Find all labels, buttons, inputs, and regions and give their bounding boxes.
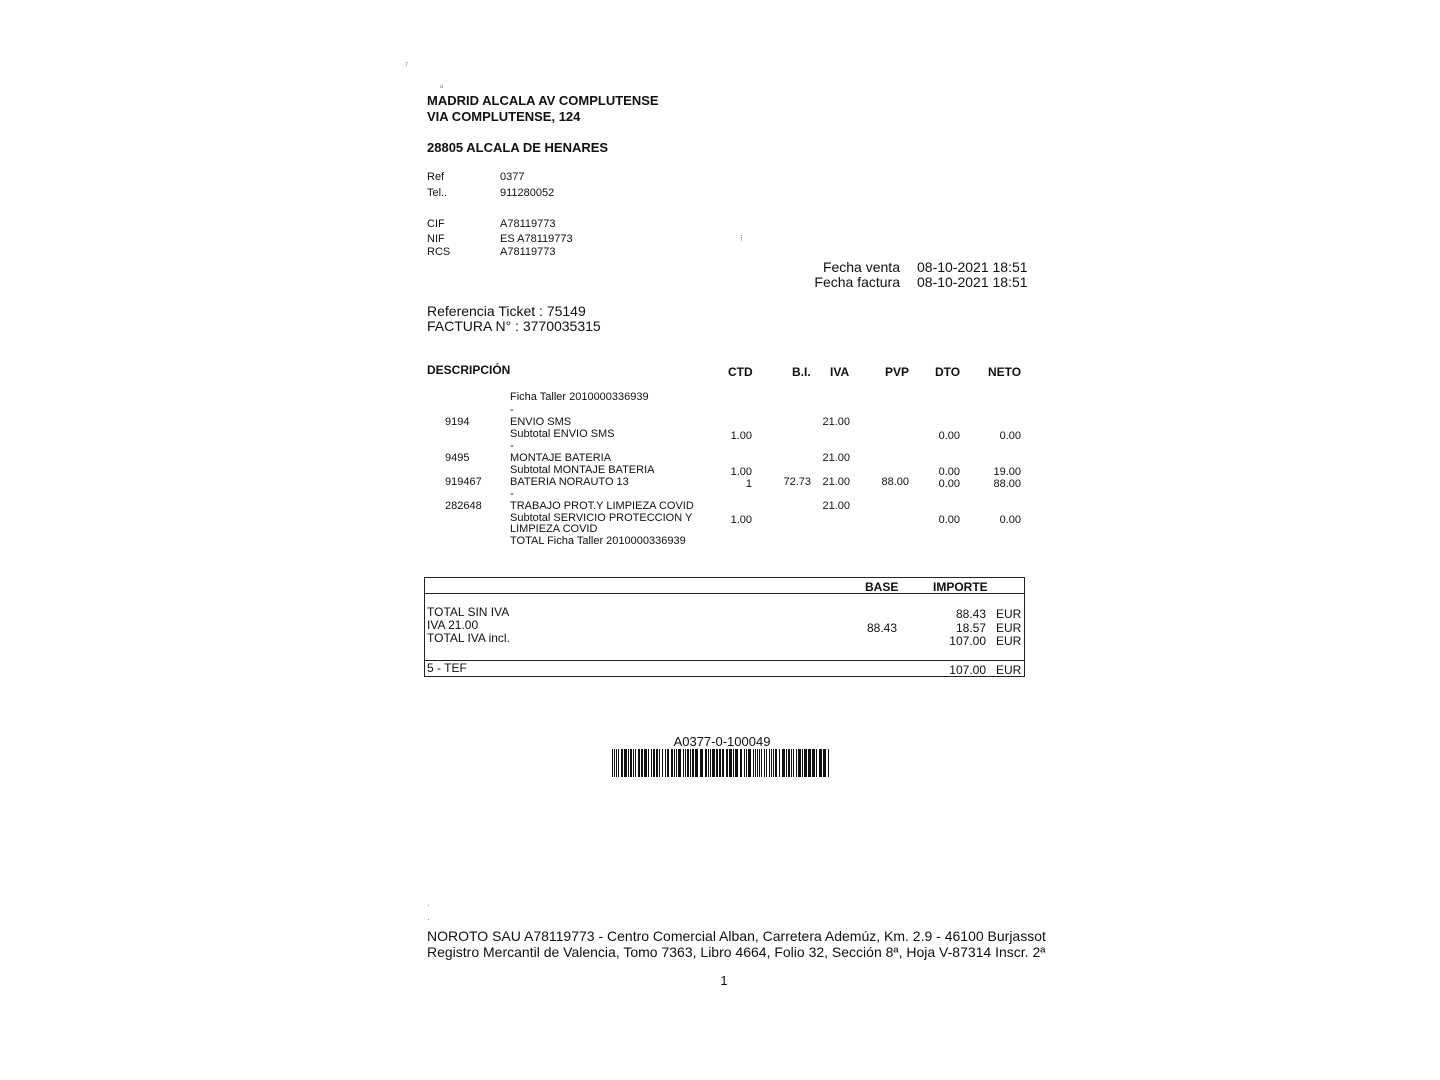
line-desc-cell: TOTAL Ficha Taller 2010000336939: [510, 535, 686, 547]
barcode-bar: [671, 749, 673, 777]
line-vat-cell: 21.00: [822, 476, 850, 488]
barcode-bar: [740, 749, 742, 777]
cif-label: CIF: [427, 218, 445, 230]
total-iva-incl-label: TOTAL IVA incl.: [427, 631, 510, 645]
line-qty-cell: 1: [745, 478, 752, 490]
total-sin-iva-amount: 88.43: [955, 607, 986, 621]
col-header-price: PVP: [885, 365, 910, 379]
line-desc-cell: -: [510, 488, 514, 500]
barcode-bar: [816, 749, 817, 777]
barcode-bar: [786, 749, 787, 777]
barcode-bar: [621, 749, 623, 777]
barcode-bar: [656, 749, 658, 777]
iva-label: IVA 21.00: [427, 618, 479, 632]
col-header-net: NETO: [988, 365, 1022, 379]
barcode-bar: [788, 749, 790, 777]
barcode-bar: [761, 749, 762, 777]
barcode-bar: [628, 749, 629, 777]
line-code-cell: 9194: [445, 416, 470, 428]
totals-box-divider: [424, 660, 1025, 661]
barcode-bar: [819, 749, 822, 777]
scan-mark: ·: [427, 900, 430, 910]
barcode-bar: [712, 749, 715, 777]
scan-mark: ·: [427, 914, 430, 924]
barcode-bar: [733, 749, 734, 777]
barcode-bar: [612, 749, 613, 777]
col-header-base: B.I.: [792, 365, 811, 379]
iva-amount: 18.57: [955, 621, 986, 635]
barcode-bar: [748, 749, 751, 777]
barcode-bar: [828, 749, 829, 777]
barcode-bar: [791, 749, 792, 777]
line-vat-cell: 21.00: [822, 452, 850, 464]
scan-mark: ᵊ: [440, 82, 444, 92]
barcode-bar: [753, 749, 754, 777]
barcode-bar: [708, 749, 709, 777]
line-discount-cell: 0.00: [938, 430, 960, 442]
payment-currency: EUR: [996, 663, 1022, 677]
col-header-qty: CTD: [728, 365, 753, 379]
line-code-cell: 919467: [445, 476, 482, 488]
line-base-cell: 72.73: [783, 476, 811, 488]
sale-date-value: 08-10-2021 18:51: [917, 259, 1028, 275]
barcode-bar: [804, 749, 807, 777]
barcode-bar: [651, 749, 652, 777]
barcode-bar: [695, 749, 698, 777]
line-net-cell: 19.00: [993, 466, 1021, 478]
sale-date-label: Fecha venta: [822, 259, 900, 275]
invoice-date-value: 08-10-2021 18:51: [917, 274, 1028, 290]
barcode-bar: [793, 749, 794, 777]
barcode-bar: [690, 749, 691, 777]
total-sin-iva-currency: EUR: [996, 607, 1022, 621]
barcode-bar: [667, 749, 669, 777]
rcs-value: A78119773: [500, 246, 556, 258]
line-desc-cell: Ficha Taller 2010000336939: [510, 391, 649, 403]
company-name: MADRID ALCALA AV COMPLUTENSE: [427, 93, 659, 108]
barcode-bar: [716, 749, 718, 777]
line-qty-cell: 1.00: [730, 466, 752, 478]
barcode-bar: [744, 749, 745, 777]
line-discount-cell: 0.00: [938, 466, 960, 478]
scan-mark: ⁷: [405, 60, 409, 70]
barcode-bar: [676, 749, 677, 777]
totals-header-base: BASE: [865, 580, 899, 594]
line-price-cell: 88.00: [881, 476, 909, 488]
barcode-bar: [771, 749, 772, 777]
ticket-reference: Referencia Ticket : 75149: [427, 303, 586, 319]
barcode-bar: [808, 749, 811, 777]
line-desc-cell: Subtotal ENVIO SMS: [510, 428, 615, 440]
total-iva-incl-currency: EUR: [996, 634, 1022, 648]
line-desc-cell: TRABAJO PROT.Y LIMPIEZA COVID: [510, 500, 694, 512]
barcode-bar: [653, 749, 655, 777]
line-vat-cell: 21.00: [822, 500, 850, 512]
col-header-vat: IVA: [830, 365, 850, 379]
line-desc-cell: ENVIO SMS: [510, 416, 572, 428]
line-net-cell: 0.00: [999, 514, 1021, 526]
barcode-bar: [766, 749, 767, 777]
barcode-bar: [755, 749, 756, 777]
line-code-cell: 9495: [445, 452, 470, 464]
iva-base: 88.43: [866, 621, 897, 635]
cif-value: A78119773: [500, 218, 556, 230]
barcode-bar: [802, 749, 803, 777]
line-net-cell: 0.00: [999, 430, 1021, 442]
col-header-discount: DTO: [935, 365, 961, 379]
barcode-bar: [779, 749, 780, 777]
barcode-bar: [705, 749, 707, 777]
barcode-bar: [729, 749, 732, 777]
barcode-bar: [662, 749, 663, 777]
barcode-bar: [746, 749, 747, 777]
rcs-label: RCS: [427, 246, 451, 258]
invoice-date-label: Fecha factura: [814, 274, 900, 290]
iva-currency: EUR: [996, 621, 1022, 635]
ref-value: 0377: [500, 171, 525, 183]
barcode-bar: [773, 749, 774, 777]
nif-value: ES A78119773: [500, 233, 573, 245]
barcode-bar: [782, 749, 785, 777]
payment-label: 5 - TEF: [427, 661, 467, 675]
line-qty-cell: 1.00: [730, 430, 752, 442]
barcode-bar: [759, 749, 760, 777]
barcode-bar: [641, 749, 643, 777]
totals-header-amount: IMPORTE: [933, 580, 988, 594]
barcode-bar: [710, 749, 711, 777]
line-vat-cell: 21.00: [822, 416, 850, 428]
barcode-text: A0377-0-100049: [673, 734, 771, 749]
line-desc-cell: MONTAJE BATERIA: [510, 452, 612, 464]
barcode-bar: [700, 749, 703, 777]
barcode-bar: [644, 749, 647, 777]
line-desc-cell: Subtotal MONTAJE BATERIA: [510, 464, 655, 476]
barcode-bar: [692, 749, 694, 777]
barcode-bar: [726, 749, 728, 777]
footer-company-line: NOROTO SAU A78119773 - Centro Comercial Alban, Carretera Ademúz, Km. 2.9 - 46100 Burjassot: [427, 928, 1046, 944]
total-sin-iva-label: TOTAL SIN IVA: [427, 605, 510, 619]
line-net-cell: 88.00: [993, 478, 1021, 490]
invoice-number: FACTURA N° : 3770035315: [427, 318, 601, 334]
barcode-bar: [618, 749, 619, 777]
barcode-bar: [633, 749, 634, 777]
totals-box-left: [424, 577, 425, 677]
barcode-bar: [635, 749, 636, 777]
barcode-bar: [659, 749, 660, 777]
total-iva-incl-amount: 107.00: [949, 634, 986, 648]
company-city: 28805 ALCALA DE HENARES: [427, 140, 609, 155]
tel-label: Tel..: [427, 187, 448, 199]
line-desc-cell: Subtotal SERVICIO PROTECCION Y: [510, 512, 693, 524]
barcode-bar: [683, 749, 684, 777]
barcode-bar: [687, 749, 689, 777]
ref-label: Ref: [427, 171, 445, 183]
barcode-bar: [638, 749, 640, 777]
barcode-bar: [614, 749, 615, 777]
line-discount-cell: 0.00: [938, 478, 960, 490]
line-desc-cell: LIMPIEZA COVID: [510, 523, 598, 535]
barcode-bar: [630, 749, 632, 777]
barcode-bar: [812, 749, 815, 777]
page-number: 1: [720, 973, 728, 988]
line-desc-cell: -: [510, 404, 514, 416]
barcode-bar: [798, 749, 801, 777]
barcode-bar: [722, 749, 724, 777]
barcode-bar: [719, 749, 721, 777]
nif-label: NIF: [427, 233, 445, 245]
footer-registry-line: Registro Mercantil de Valencia, Tomo 7363, Libro 4664, Folio 32, Sección 8ª, Hoja V-87314 Inscr. 2ª: [427, 944, 1046, 960]
barcode-bar: [616, 749, 617, 777]
line-discount-cell: 0.00: [938, 514, 960, 526]
barcode-bar: [674, 749, 675, 777]
payment-amount: 107.00: [949, 663, 986, 677]
barcode-bar: [757, 749, 758, 777]
barcode-image: [612, 749, 832, 777]
totals-box-top: [424, 577, 1025, 578]
barcode-bar: [648, 749, 649, 777]
company-street: VIA COMPLUTENSE, 124: [427, 109, 581, 124]
barcode-bar: [665, 749, 666, 777]
line-desc-cell: BATERIA NORAUTO 13: [510, 476, 629, 488]
barcode-bar: [685, 749, 686, 777]
barcode-bar: [678, 749, 681, 777]
barcode-bar: [764, 749, 765, 777]
barcode-bar: [823, 749, 826, 777]
line-desc-cell: -: [510, 440, 514, 452]
totals-box-right: [1024, 577, 1025, 677]
line-qty-cell: 1.00: [730, 514, 752, 526]
col-header-description: DESCRIPCIÓN: [427, 363, 511, 377]
tel-value: 911280052: [500, 187, 555, 199]
line-code-cell: 282648: [445, 500, 482, 512]
barcode-bar: [796, 749, 797, 777]
barcode-bar: [735, 749, 738, 777]
barcode-bar: [775, 749, 777, 777]
barcode-bar: [624, 749, 627, 777]
barcode-bar: [769, 749, 770, 777]
scan-mark: ⁝: [740, 233, 743, 243]
